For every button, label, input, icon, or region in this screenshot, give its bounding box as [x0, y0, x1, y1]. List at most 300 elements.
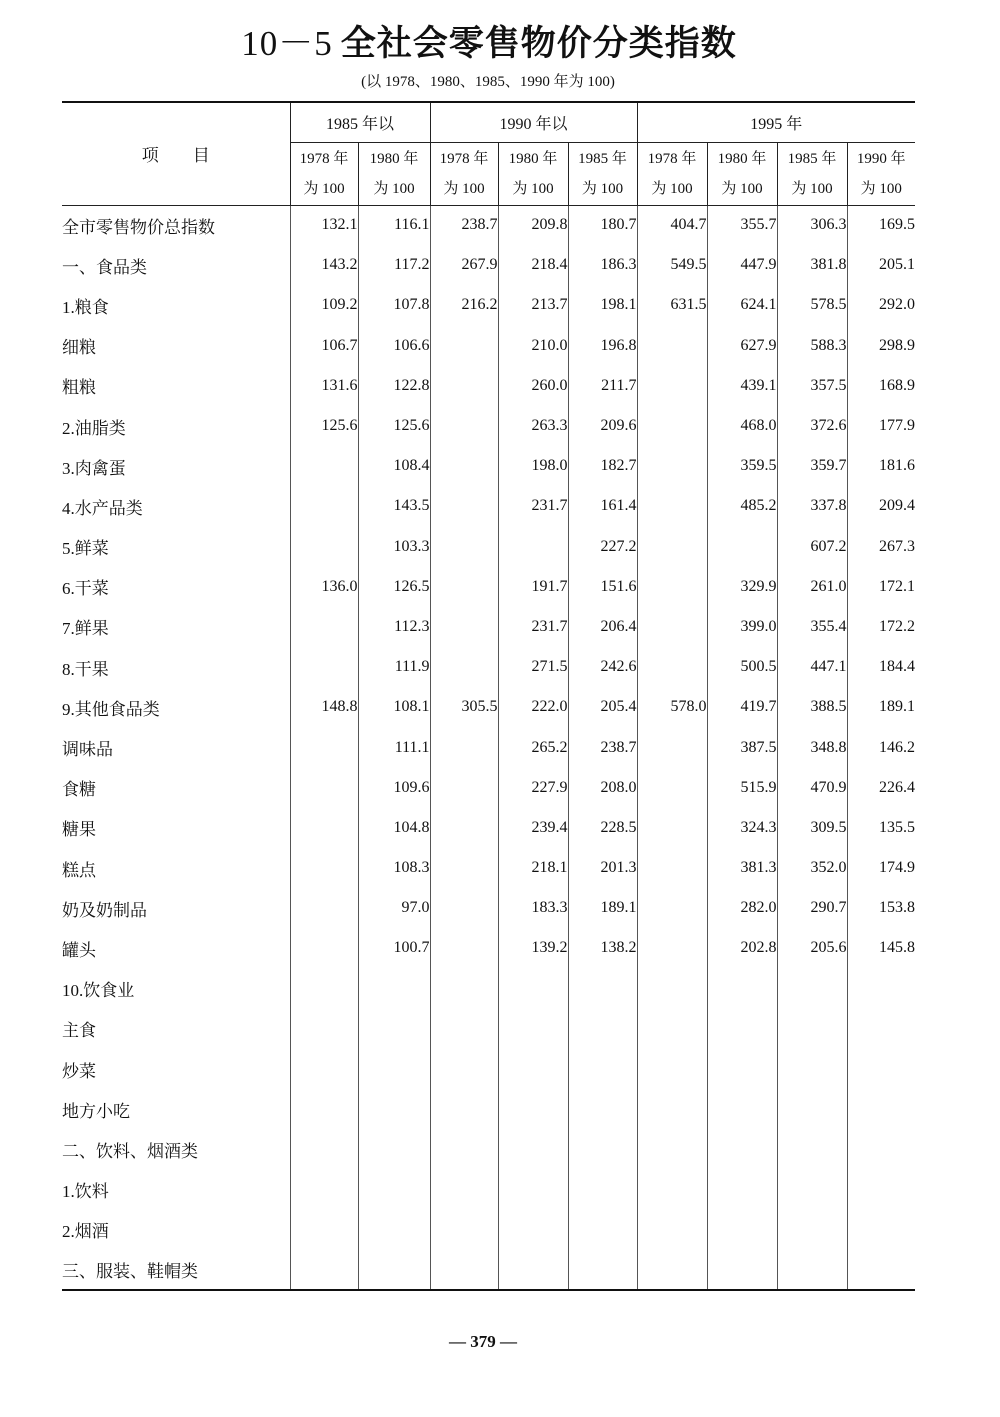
value-cell: 239.4: [498, 808, 568, 848]
base-value: 为 100: [443, 180, 485, 197]
value-cell: 231.7: [498, 486, 568, 526]
value-cell: [290, 647, 358, 687]
value-cell: 337.8: [777, 486, 847, 526]
value-cell: 359.5: [707, 446, 777, 486]
row-label: 主食: [62, 1021, 96, 1041]
value-cell: [430, 326, 498, 366]
value-cell: 549.5: [637, 245, 707, 285]
value-cell: [568, 1210, 637, 1250]
value-cell: [777, 969, 847, 1009]
value-cell: 227.2: [568, 527, 637, 567]
column-header: [707, 142, 777, 205]
value-cell: [777, 1129, 847, 1169]
value-cell: [430, 727, 498, 767]
value-cell: 329.9: [707, 567, 777, 607]
value-cell: 306.3: [777, 205, 847, 245]
value-cell: [290, 727, 358, 767]
value-cell: 500.5: [707, 647, 777, 687]
value-cell: 108.3: [358, 848, 430, 888]
row-label: 全市零售物价总指数: [62, 217, 215, 237]
value-cell: 135.5: [847, 808, 915, 848]
table-row: [62, 245, 915, 285]
value-cell: [707, 1170, 777, 1210]
value-cell: 125.6: [358, 406, 430, 446]
table-number: 10－5: [241, 24, 333, 63]
value-cell: [498, 527, 568, 567]
value-cell: [358, 1009, 430, 1049]
value-cell: [707, 1049, 777, 1089]
value-cell: [498, 1129, 568, 1169]
table-row: [62, 205, 915, 245]
value-cell: 111.9: [358, 647, 430, 687]
value-cell: 172.1: [847, 567, 915, 607]
table-row: [62, 446, 915, 486]
value-cell: [430, 486, 498, 526]
value-cell: [498, 969, 568, 1009]
value-cell: 209.4: [847, 486, 915, 526]
row-label: 地方小吃: [62, 1101, 130, 1121]
value-cell: [430, 888, 498, 928]
value-cell: [637, 808, 707, 848]
value-cell: [568, 1009, 637, 1049]
column-header: [568, 142, 637, 205]
value-cell: 213.7: [498, 285, 568, 325]
base-value: 为 100: [512, 180, 554, 197]
value-cell: 138.2: [568, 928, 637, 968]
value-cell: [290, 768, 358, 808]
table-row: [62, 848, 915, 888]
value-cell: [707, 969, 777, 1009]
value-cell: 108.1: [358, 687, 430, 727]
value-cell: 153.8: [847, 888, 915, 928]
value-cell: 298.9: [847, 326, 915, 366]
value-cell: 260.0: [498, 366, 568, 406]
value-cell: [568, 969, 637, 1009]
value-cell: [707, 1089, 777, 1129]
column-header: [498, 142, 568, 205]
table-row: [62, 1250, 915, 1290]
value-cell: [777, 1009, 847, 1049]
value-cell: 209.8: [498, 205, 568, 245]
table-row: [62, 928, 915, 968]
value-cell: [777, 1049, 847, 1089]
value-cell: [430, 366, 498, 406]
value-cell: 485.2: [707, 486, 777, 526]
value-cell: [290, 527, 358, 567]
value-cell: 263.3: [498, 406, 568, 446]
value-cell: 242.6: [568, 647, 637, 687]
value-cell: [430, 1089, 498, 1129]
value-cell: 151.6: [568, 567, 637, 607]
value-cell: [290, 928, 358, 968]
row-label: 5.鲜菜: [62, 539, 109, 559]
group-header-1990: 1990 年以: [430, 102, 637, 142]
row-label: 糖果: [62, 820, 96, 840]
base-year: 1980 年: [717, 150, 767, 167]
value-cell: [290, 1170, 358, 1210]
value-cell: [430, 1170, 498, 1210]
value-cell: 387.5: [707, 727, 777, 767]
value-cell: [637, 486, 707, 526]
table-subtitle: (以 1978、1980、1985、1990 年为 100): [361, 74, 615, 90]
value-cell: 202.8: [707, 928, 777, 968]
value-cell: [358, 1210, 430, 1250]
value-cell: [707, 527, 777, 567]
value-cell: [568, 1089, 637, 1129]
row-label: 4.水产品类: [62, 498, 143, 518]
row-label: 6.干菜: [62, 579, 109, 599]
value-cell: 182.7: [568, 446, 637, 486]
value-cell: [290, 1049, 358, 1089]
value-cell: 126.5: [358, 567, 430, 607]
value-cell: 131.6: [290, 366, 358, 406]
value-cell: 292.0: [847, 285, 915, 325]
value-cell: 143.2: [290, 245, 358, 285]
value-cell: 139.2: [498, 928, 568, 968]
value-cell: 381.8: [777, 245, 847, 285]
value-cell: [637, 1250, 707, 1290]
value-cell: 100.7: [358, 928, 430, 968]
table-row: [62, 727, 915, 767]
value-cell: [358, 1170, 430, 1210]
column-header: [777, 142, 847, 205]
row-label: 三、服装、鞋帽类: [62, 1261, 198, 1281]
value-cell: 447.9: [707, 245, 777, 285]
value-cell: [637, 928, 707, 968]
value-cell: 357.5: [777, 366, 847, 406]
table-row: [62, 1089, 915, 1129]
row-label: 1.饮料: [62, 1182, 109, 1202]
table-row: [62, 406, 915, 446]
value-cell: [430, 647, 498, 687]
row-label: 罐头: [62, 940, 96, 960]
value-cell: [290, 808, 358, 848]
base-year: 1985 年: [787, 150, 837, 167]
table-row: [62, 1129, 915, 1169]
value-cell: 309.5: [777, 808, 847, 848]
value-cell: 305.5: [430, 687, 498, 727]
table-body: [62, 205, 915, 1290]
value-cell: 271.5: [498, 647, 568, 687]
value-cell: 348.8: [777, 727, 847, 767]
value-cell: 184.4: [847, 647, 915, 687]
value-cell: 172.2: [847, 607, 915, 647]
price-index-table: [62, 101, 915, 1291]
value-cell: 205.1: [847, 245, 915, 285]
group-header-1995: 1995 年: [637, 102, 915, 142]
base-year: 1980 年: [369, 150, 419, 167]
value-cell: 183.3: [498, 888, 568, 928]
table-row: [62, 1170, 915, 1210]
value-cell: 261.0: [777, 567, 847, 607]
base-year: 1980 年: [508, 150, 558, 167]
row-label: 细粮: [62, 338, 96, 358]
value-cell: [568, 1170, 637, 1210]
value-cell: [430, 406, 498, 446]
value-cell: [290, 1089, 358, 1129]
value-cell: [847, 1129, 915, 1169]
value-cell: [430, 1049, 498, 1089]
value-cell: [290, 848, 358, 888]
value-cell: 211.7: [568, 366, 637, 406]
value-cell: 578.0: [637, 687, 707, 727]
value-cell: 116.1: [358, 205, 430, 245]
table-row: [62, 567, 915, 607]
value-cell: 578.5: [777, 285, 847, 325]
base-year: 1990 年: [856, 150, 906, 167]
table-header: [62, 102, 915, 205]
value-cell: 117.2: [358, 245, 430, 285]
table-title: 全社会零售物价分类指数: [340, 24, 737, 63]
column-header: [290, 142, 358, 205]
value-cell: [847, 969, 915, 1009]
value-cell: 468.0: [707, 406, 777, 446]
value-cell: 145.8: [847, 928, 915, 968]
value-cell: 198.0: [498, 446, 568, 486]
value-cell: 447.1: [777, 647, 847, 687]
value-cell: 209.6: [568, 406, 637, 446]
value-cell: 439.1: [707, 366, 777, 406]
value-cell: 267.9: [430, 245, 498, 285]
table-row: [62, 687, 915, 727]
value-cell: [568, 1250, 637, 1290]
value-cell: 107.8: [358, 285, 430, 325]
value-cell: [290, 486, 358, 526]
value-cell: 206.4: [568, 607, 637, 647]
row-label: 2.油脂类: [62, 418, 126, 438]
value-cell: [358, 969, 430, 1009]
value-cell: 161.4: [568, 486, 637, 526]
value-cell: 265.2: [498, 727, 568, 767]
value-cell: [637, 1129, 707, 1169]
value-cell: [358, 1250, 430, 1290]
value-cell: 168.9: [847, 366, 915, 406]
value-cell: 104.8: [358, 808, 430, 848]
value-cell: 177.9: [847, 406, 915, 446]
row-label: 1.粮食: [62, 297, 109, 317]
value-cell: 111.1: [358, 727, 430, 767]
value-cell: [290, 607, 358, 647]
value-cell: [290, 1009, 358, 1049]
value-cell: 227.9: [498, 768, 568, 808]
value-cell: 624.1: [707, 285, 777, 325]
group-header-1985: 1985 年以: [290, 102, 430, 142]
value-cell: 381.3: [707, 848, 777, 888]
value-cell: 290.7: [777, 888, 847, 928]
value-cell: [637, 446, 707, 486]
item-column-header: 项 目: [62, 102, 290, 205]
value-cell: 228.5: [568, 808, 637, 848]
table-row: [62, 326, 915, 366]
value-cell: 631.5: [637, 285, 707, 325]
row-label: 二、饮料、烟酒类: [62, 1141, 198, 1161]
value-cell: 205.6: [777, 928, 847, 968]
value-cell: [498, 1009, 568, 1049]
base-year: 1985 年: [578, 150, 627, 167]
row-label: 8.干果: [62, 659, 109, 679]
column-header: [358, 142, 430, 205]
row-label: 奶及奶制品: [62, 900, 147, 920]
value-cell: 588.3: [777, 326, 847, 366]
value-cell: [290, 969, 358, 1009]
value-cell: 419.7: [707, 687, 777, 727]
value-cell: [707, 1210, 777, 1250]
value-cell: [777, 1170, 847, 1210]
value-cell: [847, 1049, 915, 1089]
value-cell: 106.7: [290, 326, 358, 366]
value-cell: [498, 1049, 568, 1089]
value-cell: [637, 888, 707, 928]
value-cell: [847, 1170, 915, 1210]
base-year: 1978 年: [647, 150, 697, 167]
row-label: 7.鲜果: [62, 619, 109, 639]
value-cell: 226.4: [847, 768, 915, 808]
value-cell: [290, 1210, 358, 1250]
value-cell: 205.4: [568, 687, 637, 727]
value-cell: [707, 1250, 777, 1290]
value-cell: 515.9: [707, 768, 777, 808]
value-cell: [430, 768, 498, 808]
value-cell: 372.6: [777, 406, 847, 446]
value-cell: [637, 1089, 707, 1129]
table-row: [62, 1009, 915, 1049]
base-value: 为 100: [303, 180, 345, 197]
column-header: [430, 142, 498, 205]
value-cell: [290, 888, 358, 928]
row-label: 调味品: [62, 740, 113, 760]
value-cell: [290, 446, 358, 486]
value-cell: 181.6: [847, 446, 915, 486]
value-cell: [430, 1250, 498, 1290]
value-cell: [637, 1049, 707, 1089]
value-cell: [637, 527, 707, 567]
value-cell: [498, 1210, 568, 1250]
value-cell: 355.7: [707, 205, 777, 245]
value-cell: 103.3: [358, 527, 430, 567]
row-label: 3.肉禽蛋: [62, 458, 126, 478]
value-cell: 470.9: [777, 768, 847, 808]
page-title: [0, 20, 978, 68]
header-group-row: [62, 102, 915, 142]
value-cell: [637, 326, 707, 366]
value-cell: [777, 1210, 847, 1250]
value-cell: [637, 848, 707, 888]
base-year: 1978 年: [439, 150, 489, 167]
value-cell: 198.1: [568, 285, 637, 325]
value-cell: 148.8: [290, 687, 358, 727]
value-cell: [498, 1170, 568, 1210]
value-cell: 196.8: [568, 326, 637, 366]
column-header: [637, 142, 707, 205]
value-cell: 186.3: [568, 245, 637, 285]
value-cell: 222.0: [498, 687, 568, 727]
value-cell: [358, 1049, 430, 1089]
value-cell: [430, 567, 498, 607]
value-cell: 109.2: [290, 285, 358, 325]
value-cell: [847, 1009, 915, 1049]
value-cell: 109.6: [358, 768, 430, 808]
value-cell: 399.0: [707, 607, 777, 647]
value-cell: 607.2: [777, 527, 847, 567]
table-row: [62, 647, 915, 687]
value-cell: [637, 1210, 707, 1250]
value-cell: [637, 969, 707, 1009]
value-cell: 122.8: [358, 366, 430, 406]
base-value: 为 100: [581, 180, 624, 197]
table-row: [62, 1210, 915, 1250]
value-cell: 189.1: [847, 687, 915, 727]
value-cell: 146.2: [847, 727, 915, 767]
value-cell: [430, 1009, 498, 1049]
value-cell: [358, 1089, 430, 1129]
value-cell: 627.9: [707, 326, 777, 366]
table-row: [62, 527, 915, 567]
value-cell: [637, 607, 707, 647]
value-cell: [777, 1250, 847, 1290]
value-cell: [777, 1089, 847, 1129]
value-cell: [430, 527, 498, 567]
value-cell: 282.0: [707, 888, 777, 928]
value-cell: [637, 1009, 707, 1049]
value-cell: [707, 1009, 777, 1049]
value-cell: 169.5: [847, 205, 915, 245]
value-cell: [637, 406, 707, 446]
value-cell: 136.0: [290, 567, 358, 607]
value-cell: 189.1: [568, 888, 637, 928]
table-row: [62, 366, 915, 406]
value-cell: [430, 1210, 498, 1250]
table-row: [62, 969, 915, 1009]
value-cell: [430, 928, 498, 968]
value-cell: 174.9: [847, 848, 915, 888]
value-cell: 180.7: [568, 205, 637, 245]
table-row: [62, 607, 915, 647]
row-label: 粗粮: [62, 378, 96, 398]
base-value: 为 100: [860, 180, 902, 197]
value-cell: [637, 366, 707, 406]
value-cell: 352.0: [777, 848, 847, 888]
base-value: 为 100: [373, 180, 415, 197]
value-cell: [637, 1170, 707, 1210]
value-cell: [498, 1250, 568, 1290]
value-cell: 218.1: [498, 848, 568, 888]
value-cell: 238.7: [568, 727, 637, 767]
value-cell: [847, 1210, 915, 1250]
row-label: 10.饮食业: [62, 981, 135, 1001]
value-cell: [847, 1089, 915, 1129]
base-value: 为 100: [651, 180, 693, 197]
value-cell: 208.0: [568, 768, 637, 808]
value-cell: [430, 446, 498, 486]
value-cell: [290, 1129, 358, 1169]
value-cell: 210.0: [498, 326, 568, 366]
table-row: [62, 888, 915, 928]
row-label: 2.烟酒: [62, 1222, 109, 1242]
row-label: 食糖: [62, 780, 96, 800]
table-row: [62, 808, 915, 848]
value-cell: [290, 1250, 358, 1290]
value-cell: 324.3: [707, 808, 777, 848]
table-row: [62, 285, 915, 325]
value-cell: [358, 1129, 430, 1169]
value-cell: [568, 1049, 637, 1089]
base-year: 1978 年: [299, 150, 349, 167]
row-label: 炒菜: [62, 1061, 96, 1081]
value-cell: 191.7: [498, 567, 568, 607]
value-cell: [847, 1250, 915, 1290]
value-cell: 106.6: [358, 326, 430, 366]
value-cell: [430, 848, 498, 888]
